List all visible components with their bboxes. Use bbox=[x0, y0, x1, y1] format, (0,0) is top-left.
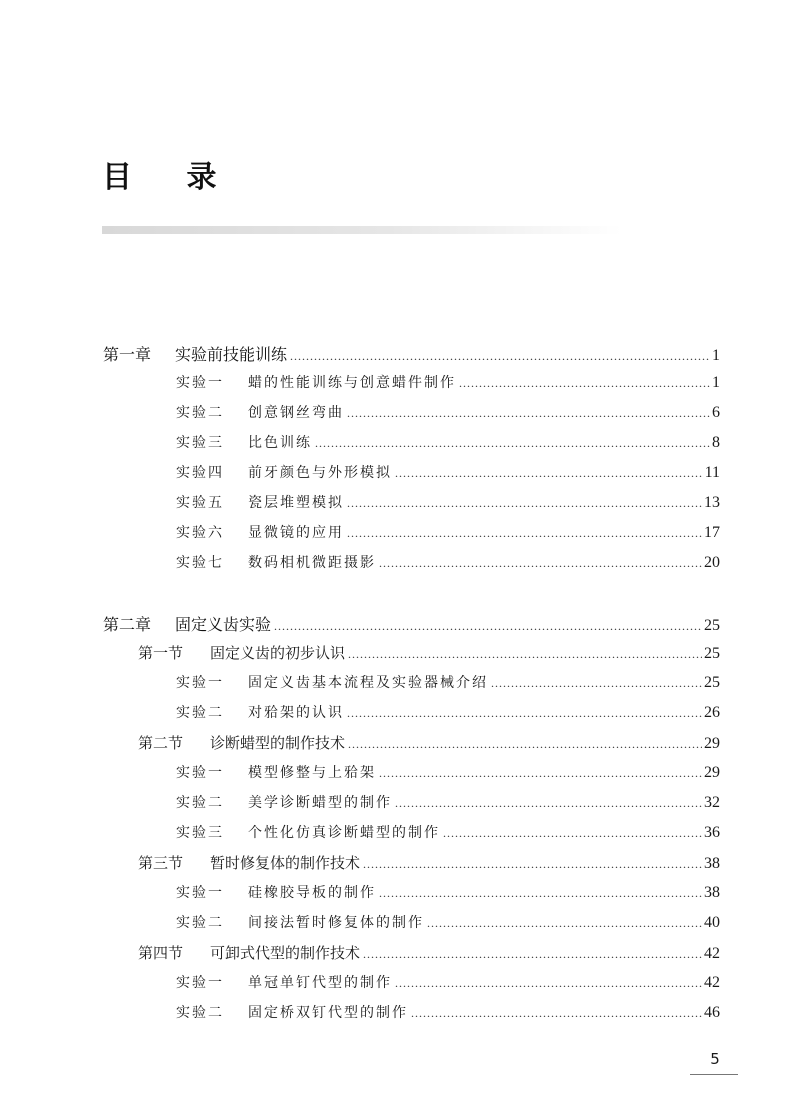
toc-entry-label bbox=[176, 702, 344, 722]
toc-entry-page: 26 bbox=[704, 704, 720, 721]
toc-entry-title: 实验前技能训练 bbox=[175, 345, 288, 364]
toc-entry-title: 模型修整与上𬌗架 bbox=[248, 765, 376, 781]
toc-entry-exp[interactable] bbox=[176, 372, 720, 394]
toc-entry-page: 25 bbox=[704, 617, 720, 634]
toc-entry-number: 实验六 bbox=[176, 525, 224, 541]
toc-entry-exp[interactable] bbox=[176, 792, 720, 814]
toc-dot-leader bbox=[395, 976, 702, 991]
toc-entry-number: 实验七 bbox=[176, 555, 224, 571]
toc-entry-title: 美学诊断蜡型的制作 bbox=[248, 795, 392, 811]
toc-entry-title: 固定桥双钉代型的制作 bbox=[248, 1005, 408, 1021]
toc-entry-section[interactable] bbox=[138, 852, 720, 874]
toc-entry-exp[interactable] bbox=[176, 822, 720, 844]
toc-entry-exp[interactable] bbox=[176, 432, 720, 454]
toc-entry-label bbox=[176, 462, 392, 482]
toc-entry-number: 第三节 bbox=[138, 854, 184, 872]
toc-entry-label bbox=[176, 822, 440, 842]
toc-dot-leader bbox=[395, 466, 703, 481]
toc-entry-number: 实验五 bbox=[176, 495, 224, 511]
toc-entry-number: 实验三 bbox=[176, 435, 224, 451]
toc-entry-number: 实验四 bbox=[176, 465, 224, 481]
toc-entry-page: 25 bbox=[704, 645, 720, 662]
toc-entry-exp[interactable] bbox=[176, 882, 720, 904]
toc-entry-number: 实验一 bbox=[176, 765, 224, 781]
toc-entry-title: 可卸式代型的制作技术 bbox=[210, 944, 361, 962]
toc-entry-page: 46 bbox=[704, 1004, 720, 1021]
toc-dot-leader bbox=[274, 619, 702, 634]
toc-entry-number: 第一章 bbox=[103, 345, 152, 364]
toc-entry-title: 创意钢丝弯曲 bbox=[248, 405, 344, 421]
toc-dot-leader bbox=[379, 886, 702, 901]
toc-entry-page: 11 bbox=[704, 464, 720, 481]
toc-entry-label bbox=[103, 612, 271, 635]
toc-entry-page: 36 bbox=[704, 824, 720, 841]
toc-entry-title: 间接法暂时修复体的制作 bbox=[248, 915, 424, 931]
title-underline-bar bbox=[102, 226, 622, 234]
toc-entry-page: 42 bbox=[704, 945, 720, 962]
page-number: 5 bbox=[710, 1050, 720, 1068]
toc-entry-section[interactable] bbox=[138, 942, 720, 964]
toc-entry-exp[interactable] bbox=[176, 522, 720, 544]
toc-entry-page: 32 bbox=[704, 794, 720, 811]
toc-entry-page: 1 bbox=[712, 374, 720, 391]
toc-entry-section[interactable] bbox=[138, 732, 720, 754]
toc-entry-label bbox=[176, 912, 424, 932]
toc-entry-title: 固定义齿的初步认识 bbox=[210, 644, 346, 662]
toc-entry-label bbox=[176, 972, 392, 992]
toc-entry-page: 42 bbox=[704, 974, 720, 991]
toc-dot-leader bbox=[411, 1006, 702, 1021]
toc-dot-leader bbox=[491, 676, 702, 691]
toc-dot-leader bbox=[315, 436, 710, 451]
toc-entry-exp[interactable] bbox=[176, 402, 720, 424]
toc-entry-label bbox=[138, 732, 345, 753]
toc-entry-exp[interactable] bbox=[176, 492, 720, 514]
toc-entry-page: 29 bbox=[704, 735, 720, 752]
toc-entry-page: 40 bbox=[704, 914, 720, 931]
toc-entry-title: 比色训练 bbox=[248, 435, 312, 451]
toc-entry-exp[interactable] bbox=[176, 762, 720, 784]
toc-entry-title: 显微镜的应用 bbox=[248, 525, 344, 541]
toc-entry-number: 实验二 bbox=[176, 1005, 224, 1021]
toc-entry-title: 硅橡胶导板的制作 bbox=[248, 885, 376, 901]
toc-entry-page: 38 bbox=[704, 855, 720, 872]
toc-entry-title: 暂时修复体的制作技术 bbox=[210, 854, 361, 872]
toc-entry-label bbox=[176, 672, 488, 692]
toc-entry-label bbox=[176, 552, 376, 572]
toc-dot-leader bbox=[347, 406, 710, 421]
toc-entry-title: 蜡的性能训练与创意蜡件制作 bbox=[248, 375, 456, 391]
toc-entry-number: 实验一 bbox=[176, 885, 224, 901]
toc-entry-title: 数码相机微距摄影 bbox=[248, 555, 376, 571]
toc-entry-label bbox=[103, 342, 287, 365]
toc-entry-number: 实验二 bbox=[176, 915, 224, 931]
toc-entry-exp[interactable] bbox=[176, 672, 720, 694]
toc-entry-number: 实验三 bbox=[176, 825, 224, 841]
toc-entry-page: 13 bbox=[704, 494, 720, 511]
toc-dot-leader bbox=[379, 556, 702, 571]
toc-entry-label bbox=[176, 402, 344, 422]
page-number-rule bbox=[690, 1074, 738, 1075]
toc-dot-leader bbox=[363, 947, 702, 962]
toc-entry-exp[interactable] bbox=[176, 972, 720, 994]
toc-entry-label bbox=[176, 1002, 408, 1022]
toc-entry-title: 个性化仿真诊断蜡型的制作 bbox=[248, 825, 440, 841]
toc-entry-label bbox=[176, 882, 376, 902]
toc-entry-title: 前牙颜色与外形模拟 bbox=[248, 465, 392, 481]
toc-entry-number: 实验一 bbox=[176, 975, 224, 991]
toc-dot-leader bbox=[443, 826, 702, 841]
toc-entry-page: 38 bbox=[704, 884, 720, 901]
toc-entry-label bbox=[176, 522, 344, 542]
toc-dot-leader bbox=[347, 706, 702, 721]
toc-entry-title: 单冠单钉代型的制作 bbox=[248, 975, 392, 991]
toc-entry-number: 实验一 bbox=[176, 375, 224, 391]
toc-entry-title: 固定义齿实验 bbox=[175, 615, 272, 634]
toc-dot-leader bbox=[347, 496, 702, 511]
toc-entry-number: 实验二 bbox=[176, 705, 224, 721]
toc-entry-page: 1 bbox=[712, 347, 720, 364]
toc-entry-label bbox=[138, 942, 360, 963]
toc-entry-label bbox=[176, 492, 344, 512]
toc-entry-label bbox=[176, 372, 456, 392]
toc-entry-chapter[interactable] bbox=[103, 342, 720, 364]
toc-entry-label bbox=[176, 792, 392, 812]
toc-entry-label bbox=[138, 852, 360, 873]
toc-entry-number: 实验一 bbox=[176, 675, 224, 691]
toc-entry-label bbox=[176, 432, 312, 452]
toc-entry-number: 第一节 bbox=[138, 644, 184, 662]
toc-dot-leader bbox=[347, 526, 702, 541]
toc-entry-page: 8 bbox=[712, 434, 720, 451]
toc-entry-chapter[interactable] bbox=[103, 612, 720, 634]
toc-dot-leader bbox=[459, 376, 710, 391]
toc-entry-title: 对𬌗架的认识 bbox=[248, 705, 344, 721]
page-title: 目 录 bbox=[102, 160, 239, 195]
toc-dot-leader bbox=[363, 857, 702, 872]
toc-entry-title: 固定义齿基本流程及实验器械介绍 bbox=[248, 675, 488, 691]
toc-entry-page: 29 bbox=[704, 764, 720, 781]
toc-entry-section[interactable] bbox=[138, 642, 720, 664]
toc-entry-exp[interactable] bbox=[176, 702, 720, 724]
toc-entry-exp[interactable] bbox=[176, 912, 720, 934]
toc-dot-leader bbox=[379, 766, 702, 781]
toc-entry-number: 实验二 bbox=[176, 405, 224, 421]
toc-entry-exp[interactable] bbox=[176, 462, 720, 484]
toc-entry-exp[interactable] bbox=[176, 552, 720, 574]
toc-entry-number: 第二节 bbox=[138, 734, 184, 752]
toc-dot-leader bbox=[348, 647, 702, 662]
toc-entry-page: 25 bbox=[704, 674, 720, 691]
toc-entry-page: 20 bbox=[704, 554, 720, 571]
toc-dot-leader bbox=[348, 737, 702, 752]
toc-entry-title: 瓷层堆塑模拟 bbox=[248, 495, 344, 511]
toc-entry-number: 第四节 bbox=[138, 944, 184, 962]
toc-entry-page: 17 bbox=[704, 524, 720, 541]
toc-entry-label bbox=[138, 642, 345, 663]
toc-dot-leader bbox=[427, 916, 702, 931]
toc-entry-exp[interactable] bbox=[176, 1002, 720, 1024]
toc-dot-leader bbox=[395, 796, 702, 811]
toc-entry-page: 6 bbox=[712, 404, 720, 421]
toc-entry-number: 第二章 bbox=[103, 615, 152, 634]
toc-dot-leader bbox=[290, 349, 710, 364]
toc-entry-title: 诊断蜡型的制作技术 bbox=[210, 734, 346, 752]
toc-entry-label bbox=[176, 762, 376, 782]
toc-entry-number: 实验二 bbox=[176, 795, 224, 811]
